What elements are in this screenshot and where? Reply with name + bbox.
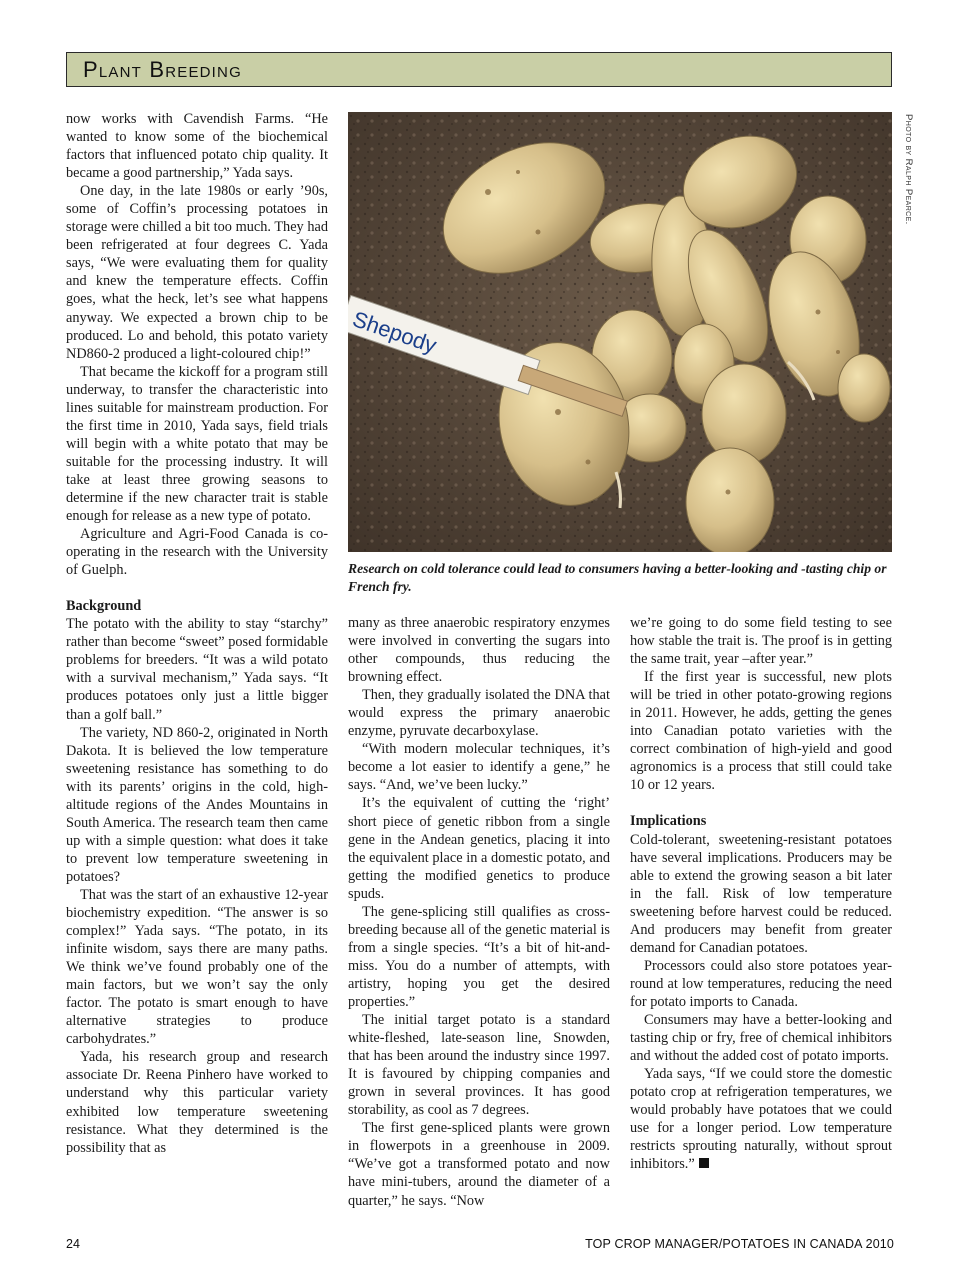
paragraph: That was the start of an exhaustive 12-year biochemistry expedition. “The answer is so complex!” Yada says. “The potato, in its infinite wisdom, says there are many paths. We think we’ve found probably one of the main factors, but we won’t say the only factor. The potato is smart enough to have alternative strategies to produce carbohydrates.” [66, 886, 328, 1048]
potato [686, 448, 774, 552]
page-number: 24 [66, 1237, 80, 1251]
paragraph: now works with Cavendish Farms. “He wanted to know some of the biochemical factors that influenced potato chip quality. It became a good partnership,” Yada says. [66, 111, 328, 182]
publication-title: TOP CROP MANAGER/POTATOES IN CANADA 2010 [585, 1237, 894, 1251]
photo-credit: Photo by Ralph Pearce. [903, 114, 914, 225]
final-text: Yada says, “If we could store the domestic potato crop at refrigeration temperatures, we would probably have potatoes that we could use for a longer period. Low temperature restricts sprouting naturally, without sprout inhibitors.” [630, 1066, 892, 1173]
spacer [66, 579, 328, 597]
paragraph: “With modern molecular techniques, it’s become a lot easier to identify a gene,” he says. “And, we’ve been lucky.” [348, 741, 610, 794]
paragraph: Consumers may have a better-looking and tasting chip or fry, free of chemical inhibitors and without the added cost of potato imports. [630, 1011, 892, 1065]
article-column-3 [630, 614, 892, 1173]
paragraph: Cold-tolerant, sweetening-resistant potatoes have several implications. Producers may be able to extend the growing season a bit later in the fall. Risk of low temperature sweetening before harvest could be reduced. And producers may benefit from greater demand for Canadian potatoes. [630, 831, 892, 956]
paragraph: If the first year is successful, new plots will be tried in other potato-growing regions in 2011. However, he adds, getting the genes into Canadian potato varieties with the correct combination of high-yield and good agronomics is a process that still could take 10 or 12 years. [630, 669, 892, 794]
end-of-article-icon [699, 1158, 709, 1168]
paragraph: Agriculture and Agri-Food Canada is co-operating in the research with the University of Guelph. [66, 526, 328, 579]
paragraph: we’re going to do some field testing to see how stable the trait is. The proof is in getting the same trait, year –after year.” [630, 615, 892, 668]
subheading-implications: Implications [630, 813, 707, 830]
paragraph: The first gene-spliced plants were grown in flowerpots in a greenhouse in 2009. “We’ve got a transformed potato and now have mini-tubers, around the diameter of a quarter,” he says. “Now [348, 1120, 610, 1209]
paragraph: The gene-splicing still qualifies as cross-breeding because all of the genetic material is from a single species. “It’s a bit of hit-and-miss. You do a number of attempts, with artistry, hoping you get the desired properties.” [348, 903, 610, 1010]
paragraph: Yada, his research group and research associate Dr. Reena Pinhero have worked to understand why this particular variety exhibited low temperature sweetening resistance. What they determined is the possibility that as [66, 1049, 328, 1156]
paragraph: The potato with the ability to stay “starchy” rather than become “sweet” posed formidable problems for breeders. “It was a wild potato with a survival mechanism,” Yada says. “It produces potatoes only just a little bigger than a golf ball.” [66, 616, 328, 723]
paragraph: It’s the equivalent of cutting the ‘right’ short piece of genetic ribbon from a single gene in the Andean genetics, placing it into the equivalent place in a domestic potato, and getting the modified genetics to produce spuds. [348, 795, 610, 902]
section-header [66, 52, 892, 87]
potato-photo [348, 112, 892, 552]
subheading-background: Background [66, 598, 142, 615]
spacer [630, 794, 892, 812]
potato [702, 364, 786, 464]
paragraph: One day, in the late 1980s or early ’90s, some of Coffin’s processing potatoes in storage were chilled a bit too much. They had been refrigerated at four degrees C. Yada says, “We were evaluating them for quality and knew the temperature effects. Coffin goes, what the heck, let’s see what happens anyway. We expected a brown chip to be produced. Lo and behold, this potato variety ND860-2 produced a light-coloured chip!” [66, 183, 328, 362]
photo-caption: Research on cold tolerance could lead to consumers having a better-looking and -tasting chip or French fry. [348, 561, 887, 594]
article-column-2 [348, 614, 610, 1210]
article-column-1 [66, 110, 328, 1157]
potato [838, 354, 890, 422]
paragraph: That became the kickoff for a program still underway, to transfer the characteristic into lines suitable for mainstream production. For the first time in 2010, Yada says, field trials will begin with a white potato that may be suitable for the processing industry. It will take at least three growing seasons to determine if the new character trait is stable enough for release as a new type of potato. [66, 363, 328, 525]
paragraph: The initial target potato is a standard white-fleshed, late-season line, Snowden, that has been around the industry since 1997. It is favoured by chipping companies and grown in several provinces. It has good storability, as cool as 7 degrees. [348, 1012, 610, 1119]
section-title: Plant Breeding [83, 57, 242, 82]
paragraph-final [630, 1065, 892, 1173]
paragraph: The variety, ND 860-2, originated in North Dakota. It is believed the low temperature sweetening resistance has something to do with its parents’ origins in the cold, high-altitude regions of the Andes Mountains in South America. The research team then came up with a simple question: what does it take to prevent low temperature sweetening in potatoes? [66, 724, 328, 885]
paragraph: Processors could also store potatoes year-round at low temperatures, reducing the need for potato imports to Canada. [630, 957, 892, 1010]
paragraph: many as three anaerobic respiratory enzymes were involved in converting the sugars into other compounds, thus reducing the browning effect. [348, 615, 610, 686]
paragraph: Then, they gradually isolated the DNA that would express the primary anaerobic enzyme, pyruvate decarboxylase. [348, 687, 610, 740]
variety-label-text: Shepody [349, 306, 440, 359]
